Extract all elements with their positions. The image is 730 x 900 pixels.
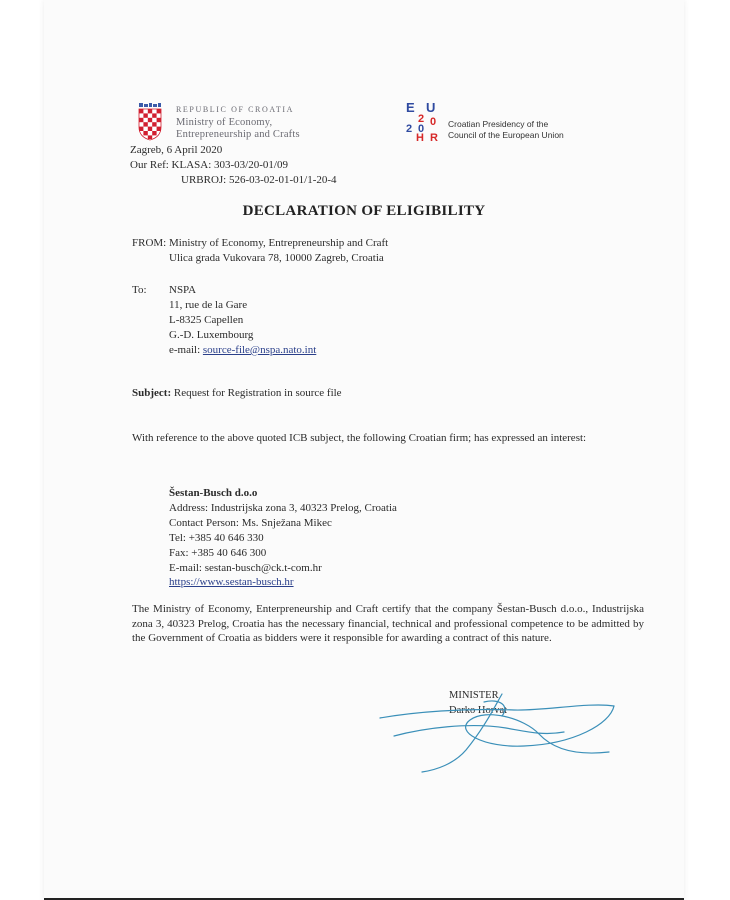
from-address: Ulica grada Vukovara 78, 10000 Zagreb, Croatia bbox=[169, 252, 384, 264]
document-title: DECLARATION OF ELIGIBILITY bbox=[242, 203, 486, 219]
certification-paragraph: The Ministry of Economy, Enterpreneurship and Craft certify that the company Šestan-Busch d.o.o., Industrijska zona 3, 40323 Prelog, Croatia has the necessary financial, technical and professional competence to be admitted by the Government of Croatia as bidders were it responsible for awarding a contract of this nature. bbox=[132, 603, 644, 645]
company-address: Address: Industrijska zona 3, 40323 Prelog, Croatia bbox=[169, 502, 397, 514]
eu2020-digit-0-top: 0 bbox=[430, 116, 437, 128]
subject-text: Request for Registration in source file bbox=[171, 387, 342, 399]
company-tel: Tel: +385 40 646 330 bbox=[169, 532, 264, 544]
recipient-email-label: e-mail: bbox=[169, 344, 203, 356]
eu2020-letter-r: R bbox=[430, 132, 438, 142]
reference-urbroj: URBROJ: 526-03-02-01-01/1-20-4 bbox=[181, 174, 337, 186]
eu2020hr-logo-icon bbox=[406, 100, 442, 142]
document-page bbox=[44, 0, 684, 900]
company-website-line bbox=[169, 575, 294, 589]
reference-klasa: Our Ref: KLASA: 303-03/20-01/09 bbox=[130, 159, 288, 171]
presidency-line-1: Croatian Presidency of the bbox=[448, 119, 549, 129]
document-date: Zagreb, 6 April 2020 bbox=[130, 144, 223, 156]
presidency-line-2: Council of the European Union bbox=[448, 130, 564, 140]
subject-label: Subject: bbox=[132, 387, 172, 399]
company-fax: Fax: +385 40 646 300 bbox=[169, 547, 267, 559]
from-line-1 bbox=[132, 236, 388, 250]
eu2020-digit-2-bottom: 2 bbox=[406, 123, 413, 135]
recipient-email-link[interactable]: source-file@nspa.nato.int bbox=[202, 344, 317, 356]
letterhead-republic: REPUBLIC OF CROATIA bbox=[176, 105, 294, 114]
from-sender: Ministry of Economy, Entrepreneurship and Craft bbox=[169, 237, 389, 249]
recipient-country: G.-D. Luxembourg bbox=[169, 329, 254, 341]
eu2020-digit-2-top: 2 bbox=[418, 113, 425, 125]
croatia-coat-of-arms-icon bbox=[138, 103, 162, 141]
presidency-caption bbox=[448, 119, 564, 141]
company-name: Šestan-Busch d.o.o bbox=[169, 487, 258, 499]
signatory-title: MINISTER bbox=[449, 690, 499, 701]
recipient-email-line bbox=[169, 343, 316, 357]
eu2020-digit-0-bottom: 0 bbox=[418, 123, 425, 135]
eu2020-letter-u: U bbox=[426, 100, 436, 115]
recipient-city: L-8325 Capellen bbox=[169, 314, 244, 326]
company-website-link[interactable]: https://www.sestan-busch.hr bbox=[169, 576, 294, 588]
eu2020-letter-h: H bbox=[416, 132, 424, 142]
intro-paragraph: With reference to the above quoted ICB subject, the following Croatian firm; has expressed an interest: bbox=[132, 432, 587, 444]
handwritten-signature-icon bbox=[374, 672, 624, 782]
company-contact: Contact Person: Ms. Snježana Mikec bbox=[169, 517, 332, 529]
letterhead-entrepreneurship: Entrepreneurship and Crafts bbox=[176, 129, 300, 140]
company-email: E-mail: sestan-busch@ck.t-com.hr bbox=[169, 562, 322, 574]
eu2020-letter-e: E bbox=[406, 100, 415, 115]
recipient-name: NSPA bbox=[169, 284, 197, 296]
from-label: FROM: bbox=[132, 237, 167, 249]
to-label: To: bbox=[132, 284, 147, 296]
subject-line bbox=[132, 386, 342, 400]
recipient-street: 11, rue de la Gare bbox=[169, 299, 248, 311]
signatory-name: Darko Horvat bbox=[449, 705, 508, 716]
letterhead-ministry: Ministry of Economy, bbox=[176, 116, 273, 128]
ministry-letterhead bbox=[176, 104, 300, 142]
